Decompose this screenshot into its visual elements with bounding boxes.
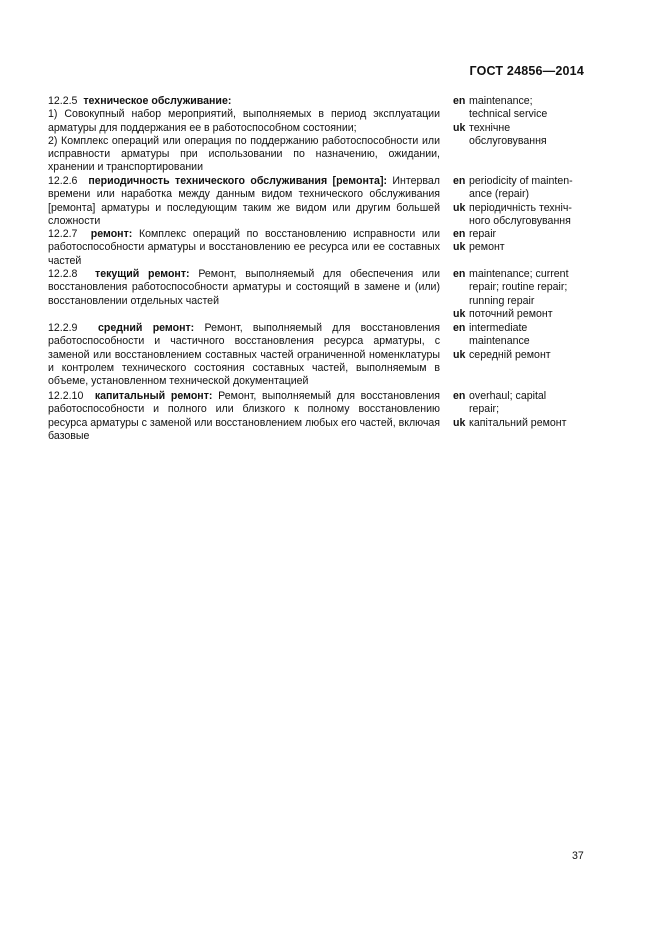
- translation-text: maintenance; current: [469, 268, 569, 280]
- term-title: текущий ремонт:: [95, 268, 190, 280]
- translation-text: середній ремонт: [469, 348, 551, 361]
- translation-text: технічне: [469, 121, 511, 134]
- definition-text: Ремонт, выполняемый для восстановления работоспособности и полного или близкого к полному восстановлению ресурса арматуры с заменой или восстановлением любых его частей, включая базовые: [48, 390, 441, 442]
- lang-code: [453, 403, 469, 416]
- term-definition: [48, 95, 440, 175]
- term-translations: [453, 95, 588, 148]
- lang-code: en: [453, 228, 466, 240]
- translation-text: maintenance;: [469, 95, 533, 107]
- translation-text: technical service: [469, 108, 548, 121]
- lang-code: en: [453, 268, 466, 280]
- term-translations: [453, 322, 588, 362]
- lang-code: uk: [453, 241, 466, 254]
- translation-text: обслуговування: [469, 134, 547, 147]
- definition-line: 1) Совокупный набор мероприятий, выполняемых в период эксплуатации арматуры для поддержания ее в работоспособном состоянии;: [48, 108, 440, 134]
- definition-text: Комплекс операций по восстановлению исправности или работоспособности арматуры и восстановлению ее ресурса или ее составных частей: [48, 228, 440, 267]
- term-number: 12.2.5: [48, 95, 78, 107]
- term-title: периодичность технического обслуживания [ремонта]:: [88, 175, 387, 187]
- translation-text: maintenance: [469, 335, 530, 348]
- translation-text: intermediate: [469, 322, 528, 334]
- lang-code: [453, 295, 469, 308]
- term-number: 12.2.9: [48, 322, 78, 334]
- translation-text: ance (repair): [469, 188, 530, 201]
- term-number: 12.2.8: [48, 268, 78, 280]
- definition-text: Ремонт, выполняемый для восстановления работоспособности и частичного восстановления ресурса арматуры, с заменой или восстановлением составных частей ограниченной номенклатуры и контролем технического состояния составных частей, выполняемым в объеме, установленном технической документацией: [48, 322, 440, 388]
- term-definition: [48, 228, 440, 268]
- term-title: техническое обслуживание:: [83, 95, 232, 107]
- lang-code: [453, 281, 469, 294]
- term-number: 12.2.7: [48, 228, 78, 240]
- translation-text: running repair: [469, 294, 535, 307]
- translation-text: ремонт: [469, 241, 505, 254]
- translation-text: ного обслуговування: [469, 214, 571, 227]
- lang-code: [453, 135, 469, 148]
- lang-code: uk: [453, 416, 466, 429]
- definition-text: Интервал времени или наработка между данным видом технического обслуживания [ремонта] арматуры и последующим таким же видом или другим большей сложности: [48, 175, 440, 227]
- document-code-header: ГОСТ 24856—2014: [469, 64, 584, 78]
- term-definition: [48, 390, 440, 443]
- term-title: ремонт:: [90, 228, 133, 240]
- lang-code: en: [453, 95, 466, 107]
- term-title: средний ремонт:: [98, 322, 195, 334]
- term-definition: [48, 175, 440, 228]
- term-translations: [453, 268, 588, 321]
- lang-code: en: [453, 390, 466, 402]
- definition-line: 2) Комплекс операций или операция по поддержанию работоспособности или исправности арматуры при использовании по назначению, ожидании, хранении и транспортировании: [48, 134, 440, 174]
- lang-code: [453, 215, 469, 228]
- translation-text: overhaul; capital: [469, 390, 547, 402]
- translation-text: періодичність техніч-: [469, 201, 572, 214]
- translation-text: капітальний ремонт: [469, 416, 567, 429]
- term-definition: [48, 268, 440, 308]
- lang-code: [453, 108, 469, 121]
- lang-code: uk: [453, 121, 466, 134]
- translation-text: repair;: [469, 403, 500, 416]
- term-title: капитальный ремонт:: [94, 390, 213, 402]
- term-translations: [453, 390, 588, 430]
- lang-code: [453, 188, 469, 201]
- term-number: 12.2.6: [48, 175, 78, 187]
- term-number: 12.2.10: [48, 390, 84, 402]
- translation-text: поточний ремонт: [469, 307, 553, 320]
- translation-text: periodicity of mainten-: [469, 175, 573, 187]
- lang-code: en: [453, 322, 466, 334]
- page-number: 37: [572, 850, 584, 862]
- term-definition: [48, 322, 440, 388]
- lang-code: uk: [453, 201, 466, 214]
- term-translations: [453, 228, 588, 255]
- lang-code: uk: [453, 307, 466, 320]
- lang-code: en: [453, 175, 466, 187]
- translation-text: repair; routine repair;: [469, 281, 568, 294]
- term-translations: [453, 175, 588, 228]
- lang-code: uk: [453, 348, 466, 361]
- translation-text: repair: [469, 228, 497, 240]
- lang-code: [453, 335, 469, 348]
- definition-text: Ремонт, выполняемый для обеспечения или восстановления работоспособности арматуры и состоящий в замене и (или) восстановлении отдельных частей: [48, 268, 440, 307]
